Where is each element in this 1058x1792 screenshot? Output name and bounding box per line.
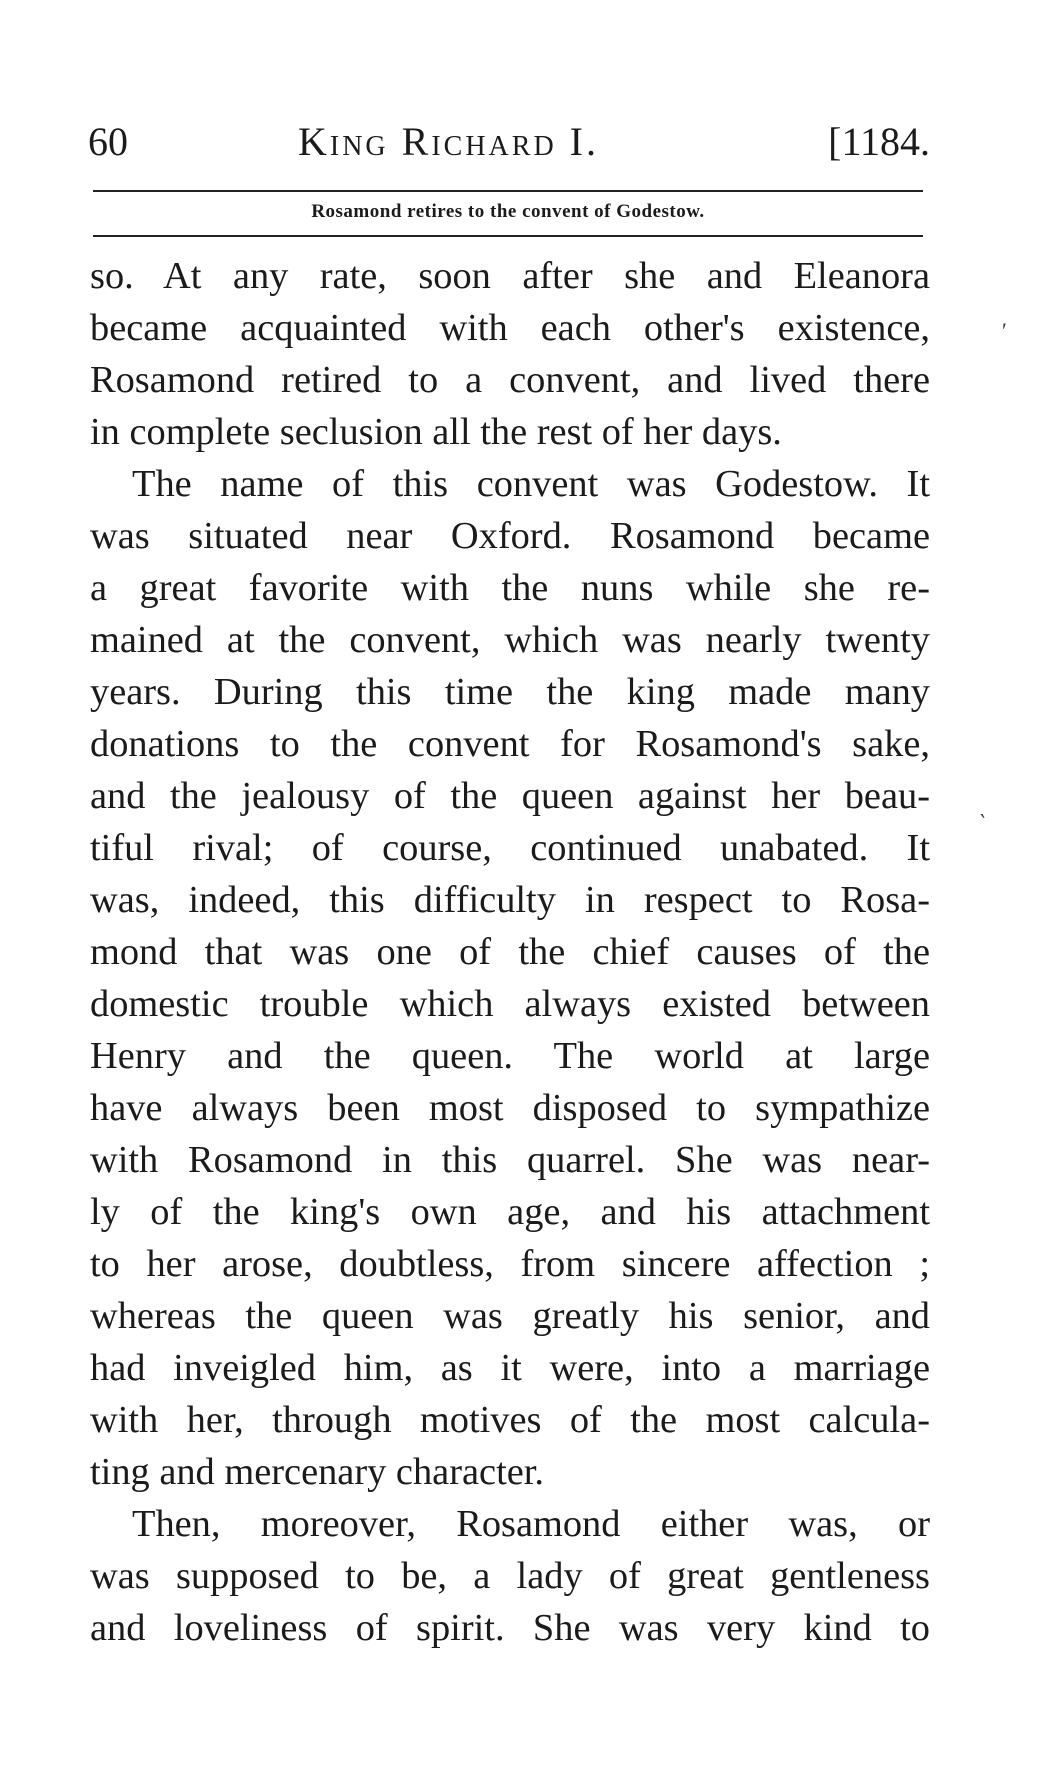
text-line: had inveigled him, as it were, into a marriage (90, 1347, 930, 1389)
body-text (90, 250, 930, 1654)
paragraph-1 (90, 250, 930, 458)
text-line: was situated near Oxford. Rosamond became (90, 515, 930, 557)
text-line: and the jealousy of the queen against her beau- (90, 775, 930, 817)
page-number: 60 (88, 119, 128, 164)
text-line: was, indeed, this difficulty in respect to Rosa- (90, 879, 930, 921)
header-year: [1184. (828, 119, 930, 164)
text-line: so. At any rate, soon after she and Eleanora (90, 255, 930, 297)
text-line: domestic trouble which always existed between (90, 983, 930, 1025)
text-line: The name of this convent was Godestow. It (132, 463, 930, 505)
header-rule-bottom (93, 235, 923, 237)
text-line: years. During this time the king made many (90, 671, 930, 713)
text-line: ting and mercenary character. (90, 1451, 545, 1493)
text-line: donations to the convent for Rosamond's sake, (90, 723, 930, 765)
text-line: to her arose, doubtless, from sincere affection ; (90, 1243, 930, 1285)
page-header (88, 118, 930, 168)
text-line: Rosamond retired to a convent, and lived there (90, 359, 930, 401)
text-line: mond that was one of the chief causes of the (90, 931, 930, 973)
paragraph-2 (90, 458, 930, 1498)
text-line: in complete seclusion all the rest of her days. (90, 411, 782, 453)
text-line: became acquainted with each other's existence, (90, 307, 930, 349)
text-line: have always been most disposed to sympathize (90, 1087, 930, 1129)
text-line: tiful rival; of course, continued unabated. It (90, 827, 930, 869)
text-line: Henry and the queen. The world at large (90, 1035, 930, 1077)
text-line: and loveliness of spirit. She was very kind to (90, 1607, 930, 1649)
text-line: ly of the king's own age, and his attachment (90, 1191, 930, 1233)
running-title: King Richard I. (298, 119, 599, 164)
text-line: mained at the convent, which was nearly twenty (90, 619, 930, 661)
stray-mark-icon: ‵ (980, 810, 985, 835)
text-line: Then, moreover, Rosamond either was, or (132, 1503, 930, 1545)
text-line: with Rosamond in this quarrel. She was near- (90, 1139, 930, 1181)
text-line: was supposed to be, a lady of great gentleness (90, 1555, 930, 1597)
text-line: a great favorite with the nuns while she re- (90, 567, 930, 609)
paragraph-3 (90, 1498, 930, 1654)
header-rule-top (93, 190, 923, 192)
text-line: with her, through motives of the most calcula- (90, 1399, 930, 1441)
text-line: whereas the queen was greatly his senior, and (90, 1295, 930, 1337)
stray-mark-icon: ′ (1002, 318, 1007, 343)
section-subtitle: Rosamond retires to the convent of Godestow. (311, 201, 705, 222)
